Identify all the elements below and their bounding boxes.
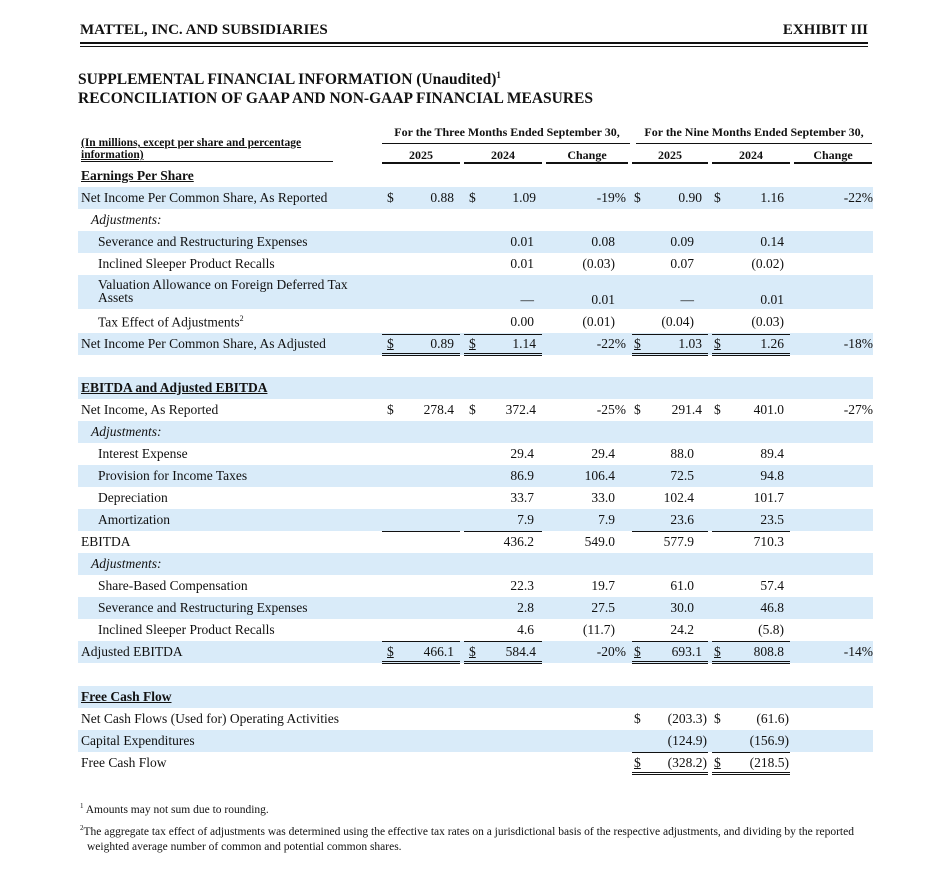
sum-rule	[382, 641, 460, 642]
table-row	[78, 752, 873, 774]
document-title	[78, 66, 593, 108]
row-label: Capital Expenditures	[81, 733, 195, 748]
table-row	[78, 231, 873, 253]
cell-value: 27.5	[591, 600, 615, 615]
cell-value: 7.9	[598, 512, 615, 527]
table-row	[78, 531, 873, 553]
currency-sign: $	[714, 711, 721, 726]
title-footnote-ref: 1	[496, 70, 501, 80]
cell-value: (5.8)	[758, 622, 784, 637]
cell-value: 0.14	[760, 234, 784, 249]
nine-months-header: For the Nine Months Ended September 30,	[644, 125, 864, 139]
currency-sign: $	[469, 402, 476, 417]
cell-value: 291.4	[671, 402, 702, 417]
cell-value: 808.8	[753, 644, 784, 659]
row-label: Adjustments:	[91, 556, 162, 571]
cell-value: 24.2	[670, 622, 694, 637]
title-line-2: RECONCILIATION OF GAAP AND NON-GAAP FINANCIAL MEASURES	[78, 90, 593, 108]
row-label: Net Income Per Common Share, As Adjusted	[81, 336, 326, 351]
currency-sign: $	[469, 190, 476, 205]
sum-rule	[632, 531, 708, 532]
cell-value: 577.9	[663, 534, 694, 549]
cell-value: 72.5	[670, 468, 694, 483]
footnote-2	[80, 821, 870, 855]
units-note: (In millions, except per share and percentage information)	[81, 137, 302, 161]
cell-value: 29.4	[591, 446, 615, 461]
cell-value: 278.4	[423, 402, 454, 417]
sum-rule	[632, 641, 708, 642]
cell-change: -14%	[843, 644, 873, 659]
cell-value: 89.4	[760, 446, 784, 461]
row-label: Provision for Income Taxes	[98, 468, 248, 483]
cell-change: -27%	[843, 402, 873, 417]
cell-value: 0.01	[760, 292, 784, 307]
total-rule	[464, 661, 542, 664]
cell-value: 4.6	[517, 622, 534, 637]
cell-value: 0.01	[591, 292, 615, 307]
cell-value: 1.26	[760, 336, 784, 351]
sum-rule	[712, 531, 790, 532]
cell-value: 0.89	[430, 336, 454, 351]
row-label: Adjusted EBITDA	[81, 644, 183, 659]
cell-value: 466.1	[423, 644, 454, 659]
table-row	[78, 619, 873, 641]
cell-value: 94.8	[760, 468, 784, 483]
cell-value: 7.9	[517, 512, 534, 527]
total-rule	[632, 772, 708, 775]
cell-value: 33.7	[510, 490, 534, 505]
sum-rule	[712, 641, 790, 642]
cell-value: 401.0	[753, 402, 784, 417]
row-label: Share-Based Compensation	[98, 578, 248, 593]
cell-value: 22.3	[510, 578, 534, 593]
cell-value: 693.1	[671, 644, 702, 659]
rule-group2	[636, 143, 872, 144]
cell-value: 29.4	[510, 446, 534, 461]
row-label: Severance and Restructuring Expenses	[98, 234, 308, 249]
cell-value: (124.9)	[667, 733, 707, 748]
cell-value: 0.09	[670, 234, 694, 249]
rule-2025-q	[382, 162, 460, 164]
cell-value: 86.9	[510, 468, 534, 483]
footnote-number: 1	[80, 802, 84, 810]
table-row	[78, 377, 873, 399]
currency-sign: $	[634, 711, 641, 726]
total-rule	[382, 661, 460, 664]
title-line-1: SUPPLEMENTAL FINANCIAL INFORMATION (Unaudited)	[78, 71, 497, 89]
sum-rule	[464, 334, 542, 335]
cell-value: (11.7)	[582, 622, 615, 637]
table-row	[78, 253, 873, 275]
row-label: Net Income, As Reported	[81, 402, 219, 417]
cell-value: (61.6)	[756, 711, 789, 726]
cell-value: 436.2	[503, 534, 534, 549]
total-rule	[632, 661, 708, 664]
header-rule-thin	[80, 46, 868, 47]
table-row	[78, 399, 873, 421]
cell-value: (0.03)	[582, 256, 615, 271]
table-row	[78, 686, 873, 708]
cell-value: (156.9)	[749, 733, 789, 748]
cell-value: 19.7	[591, 578, 615, 593]
cell-value: (0.04)	[661, 314, 694, 329]
cell-value: 33.0	[591, 490, 615, 505]
currency-sign: $	[634, 755, 641, 770]
row-label	[98, 278, 348, 304]
row-label: Severance and Restructuring Expenses	[98, 600, 308, 615]
total-rule	[712, 661, 790, 664]
table-row	[78, 708, 873, 730]
cell-value: 0.01	[510, 256, 534, 271]
sum-rule	[632, 334, 708, 335]
cell-value: 0.07	[670, 256, 694, 271]
row-label: Inclined Sleeper Product Recalls	[98, 256, 275, 271]
cell-change: -19%	[596, 190, 626, 205]
cell-value: 88.0	[670, 446, 694, 461]
total-rule	[382, 353, 460, 356]
table-row	[78, 597, 873, 619]
footnote-text: Amounts may not sum due to rounding.	[85, 803, 269, 816]
cell-value: 0.88	[430, 190, 454, 205]
table-row	[78, 333, 873, 355]
col-2025-q: 2025	[409, 148, 433, 162]
currency-sign: $	[387, 190, 394, 205]
currency-sign: $	[634, 402, 641, 417]
cell-value: (203.3)	[667, 711, 707, 726]
rule-change-q	[546, 162, 628, 164]
row-label-text: Tax Effect of Adjustments	[98, 314, 240, 330]
table-row	[78, 509, 873, 531]
table-row	[78, 209, 873, 231]
cell-change: -20%	[596, 644, 626, 659]
cell-value: 0.01	[510, 234, 534, 249]
sum-rule	[464, 641, 542, 642]
sum-rule	[712, 334, 790, 335]
row-label: Net Cash Flows (Used for) Operating Activities	[81, 711, 339, 726]
cell-value: (328.2)	[667, 755, 707, 770]
cell-value: 1.16	[760, 190, 784, 205]
sum-rule	[712, 752, 790, 753]
header-rule-thick	[80, 42, 868, 44]
total-rule	[712, 353, 790, 356]
table-row	[78, 641, 873, 663]
cell-value: 106.4	[584, 468, 615, 483]
currency-sign: $	[634, 190, 641, 205]
row-label: Adjustments:	[91, 424, 162, 439]
total-rule	[712, 772, 790, 775]
rule-change-n	[794, 162, 872, 164]
currency-sign: $	[469, 336, 476, 351]
rule-2025-n	[632, 162, 708, 164]
col-2024-n: 2024	[739, 148, 763, 162]
currency-sign: $	[714, 402, 721, 417]
cell-value: 23.5	[760, 512, 784, 527]
row-label: Depreciation	[98, 490, 168, 505]
cell-value: 0.90	[678, 190, 702, 205]
sum-rule	[464, 531, 542, 532]
sum-rule	[632, 752, 708, 753]
currency-sign: $	[714, 755, 721, 770]
cell-value: (0.03)	[751, 314, 784, 329]
cell-value: 57.4	[760, 578, 784, 593]
row-label: Inclined Sleeper Product Recalls	[98, 622, 275, 637]
sum-rule	[382, 334, 460, 335]
currency-sign: $	[714, 336, 721, 351]
cell-value: —	[520, 292, 534, 307]
row-label: Amortization	[98, 512, 170, 527]
table-row	[78, 311, 873, 333]
cell-value: 23.6	[670, 512, 694, 527]
row-label: Interest Expense	[98, 446, 188, 461]
table-row	[78, 421, 873, 443]
rule-2024-q	[464, 162, 542, 164]
currency-sign: $	[469, 644, 476, 659]
col-change-q: Change	[567, 148, 607, 162]
cell-change: -22%	[843, 190, 873, 205]
cell-value: 46.8	[760, 600, 784, 615]
cell-value: 1.03	[678, 336, 702, 351]
currency-sign: $	[714, 644, 721, 659]
footnote-1	[80, 799, 870, 818]
exhibit-label: EXHIBIT III	[782, 22, 868, 38]
cell-value: 1.09	[512, 190, 536, 205]
total-rule	[464, 353, 542, 356]
label-col-rule	[81, 161, 333, 162]
sum-rule	[382, 531, 460, 532]
rule-2024-n	[712, 162, 790, 164]
cell-value: 2.8	[517, 600, 534, 615]
cell-value: (0.01)	[582, 314, 615, 329]
cell-change: -22%	[596, 336, 626, 351]
cell-value: 584.4	[505, 644, 536, 659]
cell-value: 61.0	[670, 578, 694, 593]
col-2025-n: 2025	[658, 148, 682, 162]
row-label: Adjustments:	[91, 212, 162, 227]
cell-value: 101.7	[753, 490, 784, 505]
table-row	[78, 165, 873, 187]
table-row	[78, 487, 873, 509]
col-2024-q: 2024	[491, 148, 515, 162]
table-row	[78, 187, 873, 209]
section-heading-fcf: Free Cash Flow	[81, 689, 172, 704]
cell-value: 30.0	[670, 600, 694, 615]
footnote-ref: 2	[239, 314, 244, 323]
cell-value: 549.0	[584, 534, 615, 549]
footnote-number: 2	[80, 824, 84, 832]
footnote-text: The aggregate tax effect of adjustments was determined using the effective tax rates on a jurisdictional basis of the respective adjustments, and dividing by the reported weighted average number of common and potential common shares.	[83, 825, 854, 853]
section-heading-eps: Earnings Per Share	[81, 168, 194, 183]
total-rule	[632, 353, 708, 356]
currency-sign: $	[634, 336, 641, 351]
section-heading-ebitda: EBITDA and Adjusted EBITDA	[81, 380, 268, 395]
table-row	[78, 730, 873, 752]
cell-value: 0.00	[510, 314, 534, 329]
currency-sign: $	[387, 402, 394, 417]
rule-group1	[382, 143, 630, 144]
currency-sign: $	[714, 190, 721, 205]
table-row	[78, 553, 873, 575]
row-label: Free Cash Flow	[81, 755, 167, 770]
cell-value: —	[680, 292, 694, 307]
three-months-header: For the Three Months Ended September 30,	[394, 125, 620, 139]
table-row	[78, 465, 873, 487]
row-label-line-2: Assets	[98, 290, 134, 305]
row-label: EBITDA	[81, 534, 131, 549]
currency-sign: $	[634, 644, 641, 659]
cell-change: -18%	[843, 336, 873, 351]
cell-value: (0.02)	[751, 256, 784, 271]
table-row	[78, 275, 873, 309]
row-label: Net Income Per Common Share, As Reported	[81, 190, 328, 205]
row-label-line-1: Valuation Allowance on Foreign Deferred Tax	[98, 277, 348, 292]
table-row	[78, 575, 873, 597]
cell-value: 0.08	[591, 234, 615, 249]
col-change-n: Change	[813, 148, 853, 162]
cell-value: (218.5)	[749, 755, 789, 770]
company-name: MATTEL, INC. AND SUBSIDIARIES	[80, 22, 328, 38]
table-row	[78, 443, 873, 465]
cell-value: 1.14	[512, 336, 536, 351]
cell-value: 372.4	[505, 402, 536, 417]
currency-sign: $	[387, 336, 394, 351]
cell-value: 102.4	[663, 490, 694, 505]
currency-sign: $	[387, 644, 394, 659]
row-label	[98, 314, 244, 331]
cell-change: -25%	[596, 402, 626, 417]
cell-value: 710.3	[753, 534, 784, 549]
